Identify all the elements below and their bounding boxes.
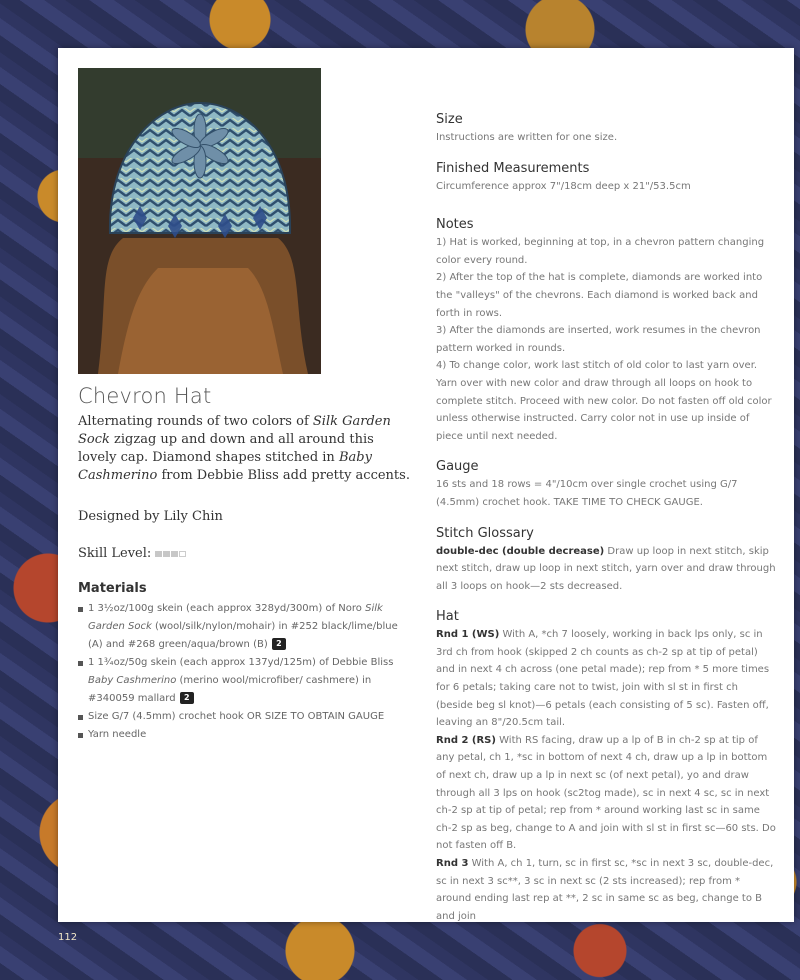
materials-item: Yarn needle bbox=[78, 726, 414, 744]
gauge-heading: Gauge bbox=[436, 459, 479, 475]
glossary-entry bbox=[436, 543, 776, 596]
glossary-definition: Draw up loop in next stitch, skip next stitch, draw up loop in next stitch, yarn over and draw through all 3 loops on hook—2 sts decreased. bbox=[436, 545, 776, 592]
pattern-intro bbox=[78, 413, 414, 485]
materials-list bbox=[78, 600, 414, 744]
intro-text: Alternating rounds of two colors of bbox=[78, 414, 313, 429]
round-instruction bbox=[436, 626, 776, 732]
materials-heading: Materials bbox=[78, 581, 147, 596]
intro-yarn-name: Baby Cashmerino bbox=[78, 450, 372, 483]
skill-bar-filled bbox=[163, 551, 170, 557]
size-heading: Size bbox=[436, 112, 463, 127]
stitch-glossary-section bbox=[436, 526, 776, 596]
gauge-text: 16 sts and 18 rows = 4"/10cm over single crochet using G/7 (4.5mm) crochet hook. TAKE TIME TO CHECK GAUGE. bbox=[436, 479, 738, 508]
round-text: With RS facing, draw up a lp of B in ch-2 sp at tip of any petal, ch 1, *sc in bottom of next 4 ch, draw up a lp in bottom of next ch, draw up a lp in next sc (of next petal), yo and draw through all 3 lps on hook (sc2tog made), sc in next 4 sc, sc in next ch-2 sp at tip of petal; rep from * around working last sc in same ch-2 sp as beg, change to A and join with sl st in first sc—60 sts. Do not fasten off B. bbox=[436, 734, 776, 852]
skill-bar-filled bbox=[155, 551, 162, 557]
round-text: With A, ch 1, turn, sc in first sc, *sc in next 3 sc, double-dec, sc in next 3 sc**, 3 sc in next sc (2 sts increased); rep from * around ending last rep at **, 2 sc in same sc as beg, change to B and join bbox=[436, 858, 774, 922]
finished-measurements-section bbox=[436, 161, 776, 196]
materials-item bbox=[78, 600, 414, 654]
page-number: 112 bbox=[58, 932, 78, 943]
pattern-title: Chevron Hat bbox=[78, 384, 212, 408]
designer-credit: Designed by Lily Chin bbox=[78, 509, 223, 524]
yarn-weight-icon: 2 bbox=[272, 638, 286, 650]
material-text: (merino wool/microfiber/ cashmere) in #340059 mallard bbox=[88, 675, 372, 704]
materials-item: Size G/7 (4.5mm) crochet hook OR SIZE TO OBTAIN GAUGE bbox=[78, 708, 414, 726]
note-item: 4) To change color, work last stitch of old color to last yarn over. Yarn over with new color and draw through all loops on hook to complete stitch. Proceed with new color. Do not fasten off old color unless otherwise instructed. Carry color not in use up inside of piece until next needed. bbox=[436, 360, 772, 442]
gauge-section bbox=[436, 459, 776, 511]
skill-level-label: Skill Level: bbox=[78, 546, 152, 561]
stitch-glossary-heading: Stitch Glossary bbox=[436, 525, 534, 541]
round-instruction bbox=[436, 732, 776, 855]
finished-measurements-heading: Finished Measurements bbox=[436, 160, 590, 176]
round-text: With A, *ch 7 loosely, working in back lps only, sc in 3rd ch from hook (skipped 2 ch counts as ch-2 sp at tip of petal) and in next 4 ch across (one petal made); rep from * 5 more times for 6 petals; taking care not to twist, join with sl st in first ch (beside beg sl knot)—6 petals (each consisting of 5 sc). Fasten off, leaving an 8"/20.5cm tail. bbox=[436, 629, 770, 729]
finished-measurements-text: Circumference approx 7"/18cm deep x 21"/53.5cm bbox=[436, 180, 691, 192]
note-item: 2) After the top of the hat is complete, diamonds are worked into the "valleys" of the chevrons. Each diamond is worked back and forth in rows. bbox=[436, 272, 763, 319]
material-yarn-name: Baby Cashmerino bbox=[88, 675, 177, 686]
materials-item bbox=[78, 654, 414, 708]
intro-text: from Debbie Bliss add pretty accents. bbox=[157, 468, 410, 483]
skill-level-meter bbox=[155, 551, 186, 557]
glossary-term: double-dec (double decrease) bbox=[436, 545, 605, 557]
round-label: Rnd 2 (RS) bbox=[436, 734, 496, 746]
left-column bbox=[78, 384, 414, 744]
material-text: 1 1¾oz/50g skein (each approx 137yd/125m) of Debbie Bliss bbox=[88, 657, 394, 668]
yarn-weight-icon: 2 bbox=[180, 692, 194, 704]
hat-instructions-section bbox=[436, 609, 776, 925]
skill-level bbox=[78, 546, 414, 561]
size-text: Instructions are written for one size. bbox=[436, 132, 618, 143]
round-instruction bbox=[436, 855, 776, 925]
size-section bbox=[436, 112, 776, 147]
note-item: 3) After the diamonds are inserted, work resumes in the chevron pattern worked in rounds. bbox=[436, 325, 761, 354]
intro-text: zigzag up and down and all around this lovely cap. Diamond shapes stitched in bbox=[78, 432, 374, 465]
note-item: 1) Hat is worked, beginning at top, in a chevron pattern changing color every round. bbox=[436, 237, 765, 266]
notes-section bbox=[436, 217, 776, 445]
right-column bbox=[436, 112, 776, 939]
material-text: (wool/silk/nylon/mohair) in #252 black/lime/blue (A) and #268 green/aqua/brown (B) bbox=[88, 621, 398, 650]
material-text: 1 3½oz/100g skein (each approx 328yd/300m) of Noro bbox=[88, 603, 366, 614]
intro-yarn-name: Silk Garden Sock bbox=[78, 414, 391, 447]
round-label: Rnd 1 (WS) bbox=[436, 629, 500, 641]
hat-heading: Hat bbox=[436, 609, 459, 625]
pattern-page bbox=[58, 48, 794, 922]
hat-photo bbox=[78, 68, 321, 374]
notes-heading: Notes bbox=[436, 217, 474, 233]
round-label: Rnd 3 bbox=[436, 858, 469, 869]
skill-bar-empty bbox=[179, 551, 186, 557]
material-yarn-name: Silk Garden Sock bbox=[88, 603, 383, 632]
skill-bar-filled bbox=[171, 551, 178, 557]
